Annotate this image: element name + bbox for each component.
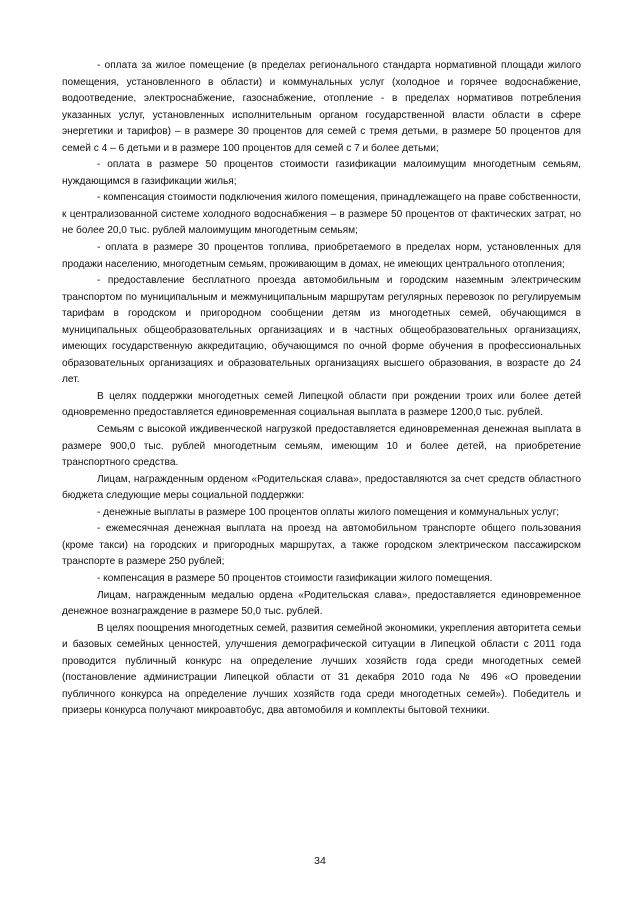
paragraph: В целях поощрения многодетных семей, развития семейной экономики, укрепления авторитета семьи и базовых семейных ценностей, улучшения демографической ситуации в Липецкой области с 2011 года проводится публичный конкурс на определение лучших хозяйств года среди многодетных семей (постановление администрации Липецкой области от 31 декабря 2010 года № 496 «О проведении публичного конкурса на определение лучших хозяйств года среди многодетных семей»). Победитель и призеры конкурса получают микроавтобус, два автомобиля и комплекты бытовой техники. bbox=[62, 622, 581, 717]
paragraph: - денежные выплаты в размере 100 процентов оплаты жилого помещения и коммунальных услуг; bbox=[97, 506, 560, 518]
paragraph: В целях поддержки многодетных семей Липецкой области при рождении троих или более детей одновременно предоставляется единовременная социальная выплата в размере 1200,0 тыс. рублей. bbox=[62, 390, 581, 419]
paragraph: - компенсация стоимости подключения жилого помещения, принадлежащего на праве собственности, к централизованной системе холодного водоснабжения – в размере 50 процентов от фактических затрат, но не более 20,0 тыс. рублей малоимущим многодетным семьям; bbox=[62, 192, 581, 237]
page-number: 34 bbox=[314, 855, 326, 867]
paragraph: - компенсация в размере 50 процентов стоимости газификации жилого помещения. bbox=[97, 572, 493, 584]
document-body bbox=[62, 58, 581, 720]
paragraph: - ежемесячная денежная выплата на проезд на автомобильном транспорте общего пользования (кроме такси) на городских и пригородных маршрутах, а также городском электрическом пассажирском транспорте в размере 250 рублей; bbox=[62, 523, 581, 568]
paragraph: - оплата за жилое помещение (в пределах регионального стандарта нормативной площади жилого помещения, установленного в области) и коммунальных услуг (холодное и горячее водоснабжение, водоотведение, электроснабжение, газоснабжение, отопление - в пределах нормативов потребления указанных услуг, установленных исполнительным органом государственной власти области в сфере энергетики и тарифов) – в размере 30 процентов для семей с тремя детьми, в размере 50 процентов для семей с 4 – 6 детьми и в размере 100 процентов для семей с 7 и более детьми; bbox=[62, 60, 581, 154]
paragraph: - оплата в размере 30 процентов топлива, приобретаемого в пределах норм, установленных для продажи населению, многодетным семьям, проживающим в домах, не имеющих центрального отопления; bbox=[62, 242, 581, 270]
paragraph: Лицам, награжденным медалью ордена «Родительская слава», предоставляется единовременное денежное вознаграждение в размере 50,0 тыс. рублей. bbox=[62, 589, 581, 618]
paragraph: Лицам, награжденным орденом «Родительская слава», предоставляются за счет средств областного бюджета следующие меры социальной поддержки: bbox=[62, 473, 581, 502]
paragraph: - предоставление бесплатного проезда автомобильным и городским наземным электрическим транспортом по муниципальным и межмуниципальным маршрутам регулярных перевозок по регулируемым тарифам в городском и пригородном сообщении детям из многодетных семей, обучающимся в муниципальных общеобразовательных организациях и в частных общеобразовательных организациях, имеющих государственную аккредитацию, обучающимся по очной форме обучения в профессиональных образовательных организациях и образовательных организациях высшего образования, в возрасте до 24 лет. bbox=[62, 275, 581, 386]
paragraph: Семьям с высокой иждивенческой нагрузкой предоставляется единовременная денежная выплата в размере 900,0 тыс. рублей многодетным семьям, имеющим 10 и более детей, на приобретение транспортного средства. bbox=[62, 424, 581, 469]
paragraph: - оплата в размере 50 процентов стоимости газификации малоимущим многодетным семьям, нуждающимся в газификации жилья; bbox=[62, 159, 581, 187]
